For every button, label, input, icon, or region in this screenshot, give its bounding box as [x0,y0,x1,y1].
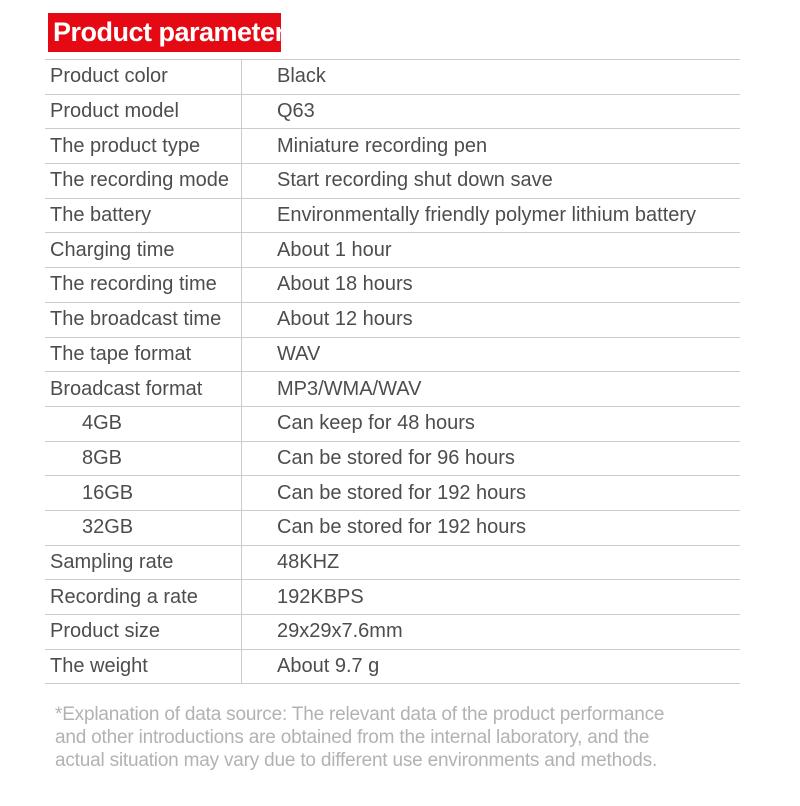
param-label: Charging time [45,233,242,267]
param-value: Start recording shut down save [277,169,553,192]
footnote-line: actual situation may vary due to different use environments and methods. [55,750,658,771]
footnote-line: and other introductions are obtained from the internal laboratory, and the [55,727,650,748]
param-label: Product size [45,615,242,649]
param-label: The tape format [45,338,242,372]
table-row [45,60,740,95]
param-label: Sampling rate [45,546,242,580]
param-value: Environmentally friendly polymer lithium battery [277,204,697,227]
param-label: 32GB [45,511,242,545]
param-value: 48KHZ [277,550,340,573]
table-row [45,546,740,581]
param-value: WAV [277,342,321,365]
table-row [45,268,740,303]
param-value: MP3/WMA/WAV [277,377,422,400]
param-value: Can be stored for 192 hours [277,481,527,504]
table-row [45,233,740,268]
table-row [45,511,740,546]
param-label: The product type [45,129,242,163]
data-source-footnote [55,703,664,772]
param-label: The recording mode [45,164,242,198]
param-label: The broadcast time [45,303,242,337]
table-row [45,372,740,407]
param-label: Product model [45,95,242,129]
table-row [45,650,740,685]
param-label: The battery [45,199,242,233]
param-value: Can keep for 48 hours [277,412,475,435]
table-row [45,95,740,130]
param-value: Can be stored for 96 hours [277,446,515,469]
param-value: About 9.7 g [277,655,380,678]
param-label: The recording time [45,268,242,302]
param-value: 192KBPS [277,585,364,608]
table-row [45,199,740,234]
param-value: 29x29x7.6mm [277,620,403,643]
param-label: Recording a rate [45,580,242,614]
param-label: The weight [45,650,242,684]
param-value: Q63 [277,100,315,123]
footnote-line: *Explanation of data source: The relevant data of the product performance [55,704,665,725]
table-row [45,442,740,477]
spec-table [45,59,740,684]
table-row [45,338,740,373]
param-value: About 18 hours [277,273,413,296]
param-value: Can be stored for 192 hours [277,516,527,539]
page-title: Product parameters [48,13,281,52]
table-row [45,615,740,650]
table-row [45,407,740,442]
param-label: Broadcast format [45,372,242,406]
param-label: Product color [45,60,242,94]
table-row [45,164,740,199]
param-value: About 1 hour [277,238,392,261]
table-row [45,129,740,164]
table-row [45,580,740,615]
param-label: 16GB [45,476,242,510]
table-row [45,303,740,338]
param-label: 4GB [45,407,242,441]
param-value: Black [277,65,326,88]
table-row [45,476,740,511]
param-value: Miniature recording pen [277,134,488,157]
param-value: About 12 hours [277,308,413,331]
param-label: 8GB [45,442,242,476]
